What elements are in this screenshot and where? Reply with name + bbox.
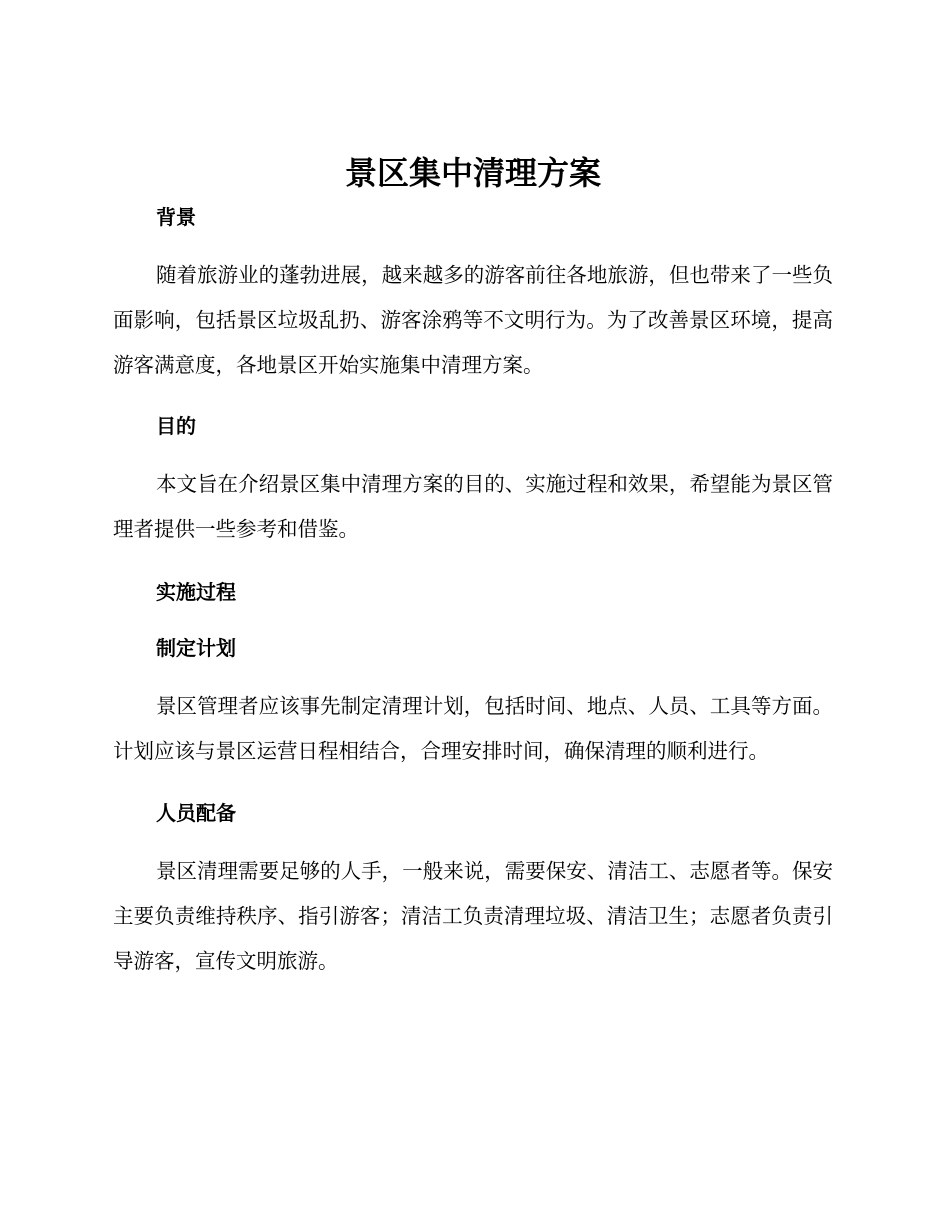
document-body [113,150,833,984]
section-heading-staff: 人员配备 [156,801,236,825]
section-heading-background: 背景 [156,205,196,229]
section-heading-purpose: 目的 [156,414,196,438]
section-paragraph-background: 随着旅游业的蓬勃进展，越来越多的游客前往各地旅游，但也带来了一些负面影响，包括景区垃圾乱扔、游客涂鸦等不文明行为。为了改善景区环境，提高游客满意度，各地景区开始实施集中清理方案。 [113,263,833,377]
document-title: 景区集中清理方案 [344,154,601,192]
section-heading-process: 实施过程 [156,580,236,604]
section-paragraph-plan: 景区管理者应该事先制定清理计划，包括时间、地点、人员、工具等方面。计划应该与景区运营日程相结合，合理安排时间，确保清理的顺利进行。 [113,694,833,763]
section-paragraph-staff: 景区清理需要足够的人手，一般来说，需要保安、清洁工、志愿者等。保安主要负责维持秩序、指引游客；清洁工负责清理垃圾、清洁卫生；志愿者负责引导游客，宣传文明旅游。 [113,859,833,973]
section-heading-plan: 制定计划 [156,636,236,660]
section-paragraph-purpose: 本文旨在介绍景区集中清理方案的目的、实施过程和效果，希望能为景区管理者提供一些参考和借鉴。 [113,472,833,541]
